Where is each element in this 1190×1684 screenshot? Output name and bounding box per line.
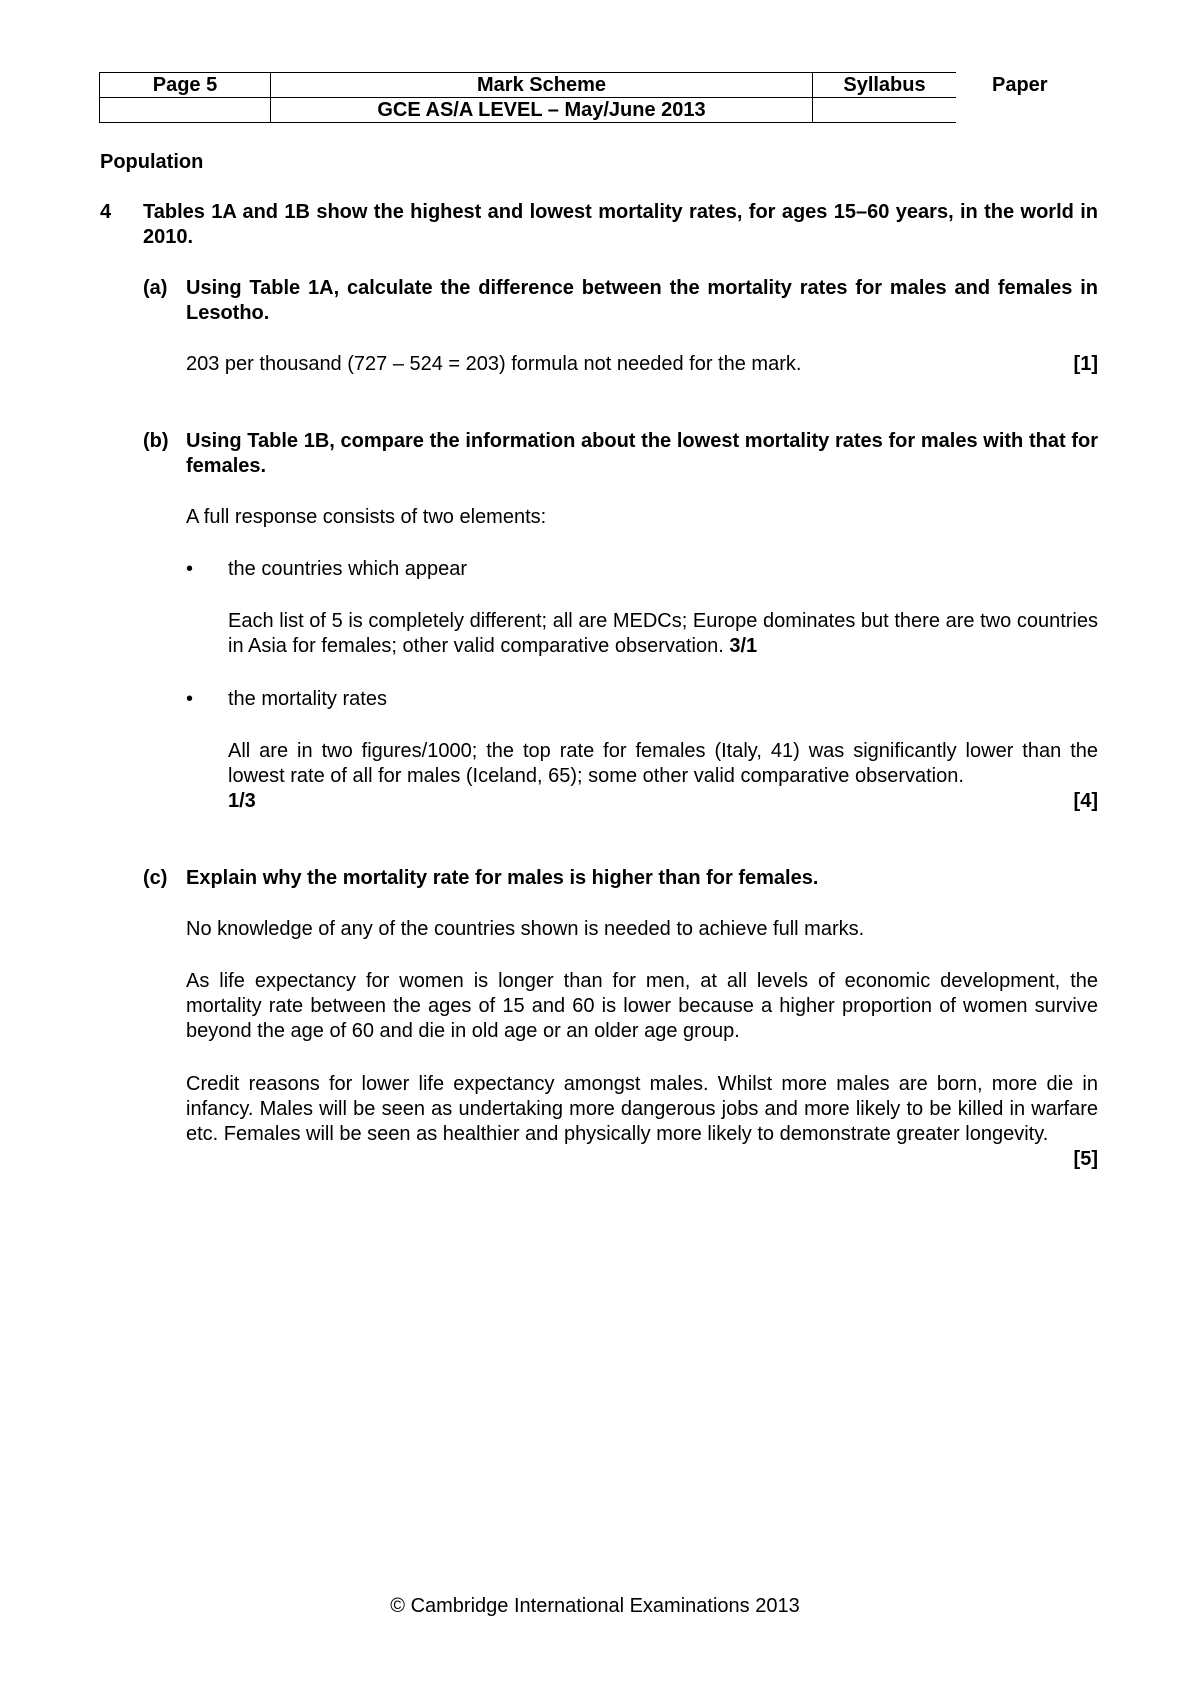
header-syllabus: Syllabus (813, 73, 957, 98)
bullet-2-detail: All are in two figures/1000; the top rate for females (Italy, 41) was significantly lower than the lowest rate of all for males (Iceland, 65); some other valid comparative observation. (228, 740, 1098, 787)
part-c-question: Explain why the mortality rate for males is higher than for females. (186, 867, 819, 889)
part-c-paragraph-3: Credit reasons for lower life expectancy amongst males. Whilst more males are born, more die in infancy. Males will be seen as undertaking more dangerous jobs and more likely to be killed in warfare etc. Females will be seen as healthier and physically more likely to demonstrate greater longevity. (186, 1073, 1098, 1145)
header-empty-cell-2 (813, 98, 957, 123)
header-table (99, 72, 956, 123)
part-c-marks: [5] (1073, 1148, 1098, 1170)
bullet-2-text: the mortality rates (228, 688, 387, 710)
part-b-question: Using Table 1B, compare the information about the lowest mortality rates for males with that for females. (186, 430, 1098, 477)
bullet-1-detail: Each list of 5 is completely different; all are MEDCs; Europe dominates but there are two countries in Asia for females; other valid comparative observation. 3/1 (228, 610, 1098, 657)
part-a-marks: [1] (1073, 353, 1098, 375)
header-mark-scheme: Mark Scheme (271, 73, 813, 98)
question-number: 4 (100, 201, 112, 223)
part-c-label: (c) (143, 867, 168, 889)
part-c-paragraph-1: No knowledge of any of the countries shown is needed to achieve full marks. (186, 918, 865, 940)
part-c-paragraph-2: As life expectancy for women is longer than for men, at all levels of economic development, the mortality rate between the ages of 15 and 60 is lower because a higher proportion of women survive beyond the age of 60 and die in old age or an older age group. (186, 970, 1098, 1042)
bullet-2-score: 1/3 (228, 790, 256, 812)
bullet-1-text: the countries which appear (228, 558, 468, 580)
question-stem: Tables 1A and 1B show the highest and lowest mortality rates, for ages 15–60 years, in the world in 2010. (143, 201, 1098, 248)
part-a-answer: 203 per thousand (727 – 524 = 203) formula not needed for the mark. (186, 353, 802, 375)
copyright-footer: © Cambridge International Examinations 2013 (390, 1595, 800, 1617)
header-page: Page 5 (100, 73, 271, 98)
header-paper: Paper (992, 74, 1048, 96)
bullet-2-glyph: • (186, 688, 194, 710)
bullet-1-glyph: • (186, 558, 194, 580)
part-b-intro: A full response consists of two elements: (186, 506, 547, 528)
section-title: Population (100, 151, 204, 173)
part-a-label: (a) (143, 277, 168, 299)
header-exam: GCE AS/A LEVEL – May/June 2013 (271, 98, 813, 123)
part-b-marks: [4] (1073, 790, 1098, 812)
header-empty-cell (100, 98, 271, 123)
part-a-question: Using Table 1A, calculate the difference between the mortality rates for males and females in Lesotho. (186, 277, 1098, 324)
bullet-1-score: 3/1 (729, 635, 758, 657)
part-b-label: (b) (143, 430, 169, 452)
